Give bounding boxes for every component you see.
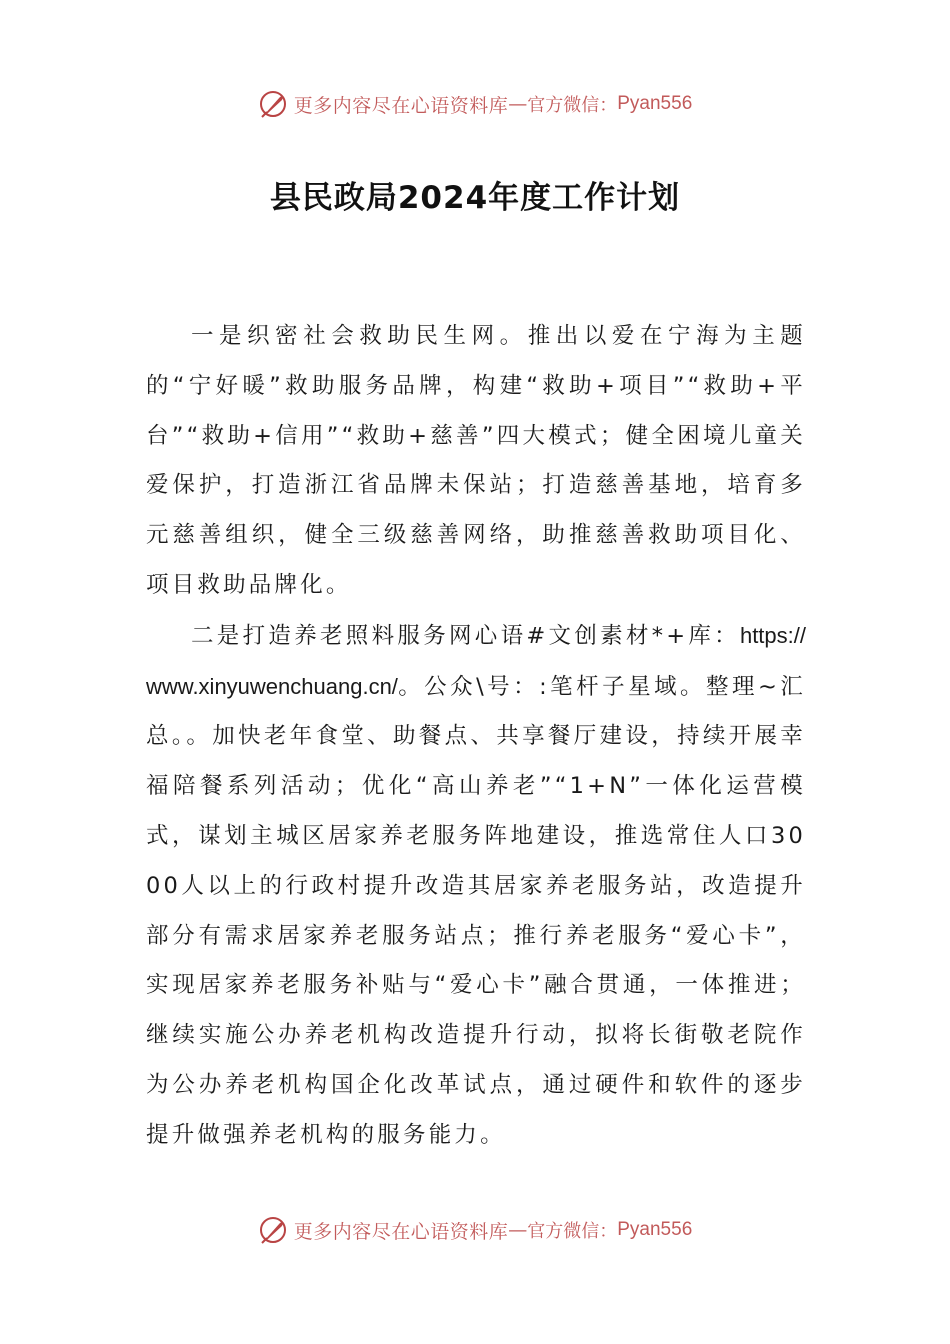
- document-body: [146, 312, 806, 1161]
- paragraph-2-suffix: 。公众\号：:笔杆子星域。整理~汇总。。加快老年食堂、助餐点、共享餐厅建设，持续开展幸福陪餐系列活动；优化“高山养老”“1+N”一体化运营模式，谋划主城区居家养老服务阵地建设，推选常住人口3000人以上的行政村提升改造其居家养老服务站，改造提升部分有需求居家养老服务站点；推行养老服务“爱心卡”，实现居家养老服务补贴与“爱心卡”融合贯通，一体推进；继续实施公办养老机构改造提升行动，拟将长街敬老院作为公办养老机构国企化改革试点，通过硬件和软件的逐步提升做强养老机构的服务能力。: [146, 673, 806, 1148]
- paragraph-2: [146, 611, 806, 1161]
- quill-logo-icon: [258, 1215, 288, 1245]
- page-title: 县民政局2024年度工作计划: [269, 180, 681, 216]
- banner-text: 更多内容尽在心语资料库: [293, 1220, 509, 1243]
- banner-separator: —: [508, 93, 528, 115]
- paragraph-2-url: https://www.xinyuwenchuang.cn/: [146, 622, 806, 699]
- banner-wechat-id: Pyan556: [617, 1219, 693, 1240]
- banner-wechat-label: 官方微信：: [527, 95, 618, 116]
- banner-separator: —: [508, 1219, 528, 1241]
- paragraph-2-prefix: 二是打造养老照料服务网心语#文创素材*+库：: [191, 622, 740, 649]
- banner-text: 更多内容尽在心语资料库: [293, 94, 509, 117]
- footer-banner: [0, 1210, 950, 1250]
- paragraph-1: 一是织密社会救助民生网。推出以爱在宁海为主题的“宁好暖”救助服务品牌，构建“救助+项目”“救助+平台”“救助+信用”“救助+慈善”四大模式；健全困境儿童关爱保护，打造浙江省品牌未保站；打造慈善基地，培育多元慈善组织，健全三级慈善网络，助推慈善救助项目化、项目救助品牌化。: [146, 323, 806, 598]
- header-banner: [0, 84, 950, 124]
- banner-wechat-id: Pyan556: [617, 93, 693, 114]
- banner-wechat-label: 官方微信：: [527, 1221, 618, 1242]
- quill-logo-icon: [258, 89, 288, 119]
